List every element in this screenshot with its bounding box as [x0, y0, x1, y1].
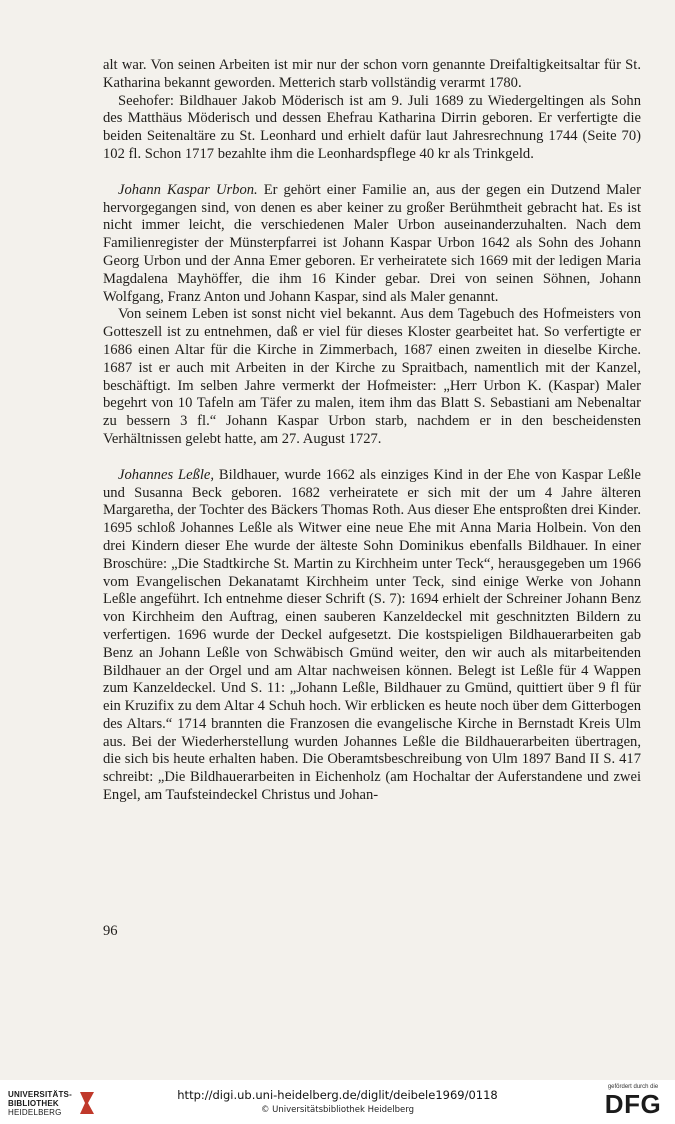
- library-name-line2: BIBLIOTHEK: [8, 1098, 59, 1108]
- paragraph: alt war. Von seinen Arbeiten ist mir nur der schon vorn genannte Dreifaltigkeitsaltar für St. Katharina bekannt geworden. Metterich starb vollständig verarmt 1780.: [103, 57, 641, 91]
- paragraph: [103, 182, 641, 307]
- paragraph: [103, 467, 641, 805]
- dfg-wordmark: DFG: [604, 1089, 662, 1119]
- funded-by-label: gefördert durch die: [607, 1084, 659, 1090]
- dfg-logo: [601, 1083, 665, 1117]
- copyright-notice: © Universitätsbibliothek Heidelberg: [260, 1105, 414, 1115]
- person-name: Johann Kaspar Urbon.: [118, 181, 258, 198]
- paragraph: Von seinem Leben ist sonst nicht viel bekannt. Aus dem Tagebuch des Hofmeisters von Gotteszell ist zu entnehmen, daß er viel für dieses Kloster gearbeitet hat. So verfertigte er 1686 einen Altar für die Kirche in Zimmerbach, 1687 einen zweiten in dieselbe Kirche. 1687 ist er auch mit Arbeiten in der Kirche zu Spraitbach, namentlich mit der Kanzel, beschäftigt. Im selben Jahre vermerkt der Hofmeister: „Herr Urbon K. (Kaspar) Maler begehrt von 10 Tafeln am Täfer zu malen, item ihm das Blatt S. Sebastiani am Nebenaltar zu bessern 3 fl.“ Johann Kaspar Urbon starb, nachdem er in den bescheidensten Verhältnissen gelebt hatte, am 27. August 1727.: [103, 306, 641, 447]
- paragraph-text: Er gehört einer Familie an, aus der gegen ein Dutzend Maler hervorgegangen sind, von denen es aber keiner zu großer Berühmtheit gebracht hat. Es ist nicht immer leicht, die verschiedenen Maler Urbon auseinanderzuhalten. Nach dem Familienregister der Münsterpfarrei ist Johann Kaspar Urbon 1642 als Sohn des Johann Georg Urbon und der Anna Emer geboren. Er verheiratete sich 1669 mit der ledigen Maria Magdalena Mayhöffer, die ihm 16 Kinder gebar. Drei von seinen Söhnen, Johann Wolfgang, Franz Anton und Johann Kaspar, sind als Maler genannt.: [103, 181, 642, 305]
- page-number: 96: [103, 923, 118, 939]
- permalink-url[interactable]: http://digi.ub.uni-heidelberg.de/diglit/deibele1969/0118: [177, 1088, 498, 1102]
- library-name-line1: UNIVERSITÄTS-: [8, 1089, 72, 1099]
- digitization-footer: [0, 1080, 675, 1124]
- paragraph-text: Bildhauer, wurde 1662 als einziges Kind in der Ehe von Kaspar Leßle und Susanna Beck geboren. 1682 verheiratete er sich mit der um 4 Jahre älteren Margaretha, der Tochter des Bäckers Thomas Roth. Aus dieser Ehe entsproßten drei Kinder. 1695 schloß Johannes Leßle als Witwer eine neue Ehe mit Anna Maria Holbein. Von den drei Kindern dieser Ehe wurde der älteste Sohn Dominikus ebenfalls Bildhauer. In einer Broschüre: „Die Stadtkirche St. Martin zu Kirchheim unter Teck“, herausgegeben um 1966 vom Evangelischen Dekanatamt Kirchheim unter Teck, sind einige Werke von Johann Leßle angeführt. Ich entnehme dieser Schrift (S. 7): 1694 erhielt der Schreiner Johann Benz von Kirchheim den Auftrag, einen sauberen Kanzeldeckel mit geschnitzten Bildern zu verfertigen. 1696 wurde der Deckel aufgesetzt. Die kostspieligen Bildhauerarbeiten gab Benz an Johann Leßle von Schwäbisch Gmünd weiter, den wir auch als mitarbeitenden Bildhauer an der Orgel und am Altar nachweisen können. Belegt ist Leßle für 4 Wappen zum Kanzeldeckel. Und S. 11: „Johann Leßle, Bildhauer zu Gmünd, quittiert über 9 fl für ein Kruzifix zu dem Altar 4 Schuh hoch. Wir erblicken es heute noch über dem Gitterbogen des Altars.“ 1714 brannten die Franzosen die evangelische Kirche in Bernstadt Kreis Ulm aus. Bei der Wiederherstellung wurden Johannes Leßle die Bildhauerarbeiten übertragen, die sich bis heute erhalten haben. Die Oberamtsbeschreibung von Ulm 1897 Band II S. 417 schreibt: „Die Bildhauerarbeiten in Eichenholz (am Hochaltar der Auferstandene und zwei Engel, am Taufsteindeckel Christus und Johan-: [103, 466, 641, 804]
- body-text: [103, 57, 641, 805]
- paragraph: Seehofer: Bildhauer Jakob Möderisch ist am 9. Juli 1689 zu Wiedergeltingen als Sohn des Matthäus Möderisch und dessen Ehefrau Katharina Dirrin geboren. Er verfertigte die beiden Seitenaltäre zu St. Leonhard und erhielt dafür laut Jahresrechnung 1744 (Seite 70) 102 fl. Schon 1717 bezahlte ihm die Leonhardspflege 40 kr als Trinkgeld.: [103, 92, 641, 162]
- person-name: Johannes Leßle,: [118, 466, 215, 483]
- library-name-line3: HEIDELBERG: [8, 1107, 62, 1117]
